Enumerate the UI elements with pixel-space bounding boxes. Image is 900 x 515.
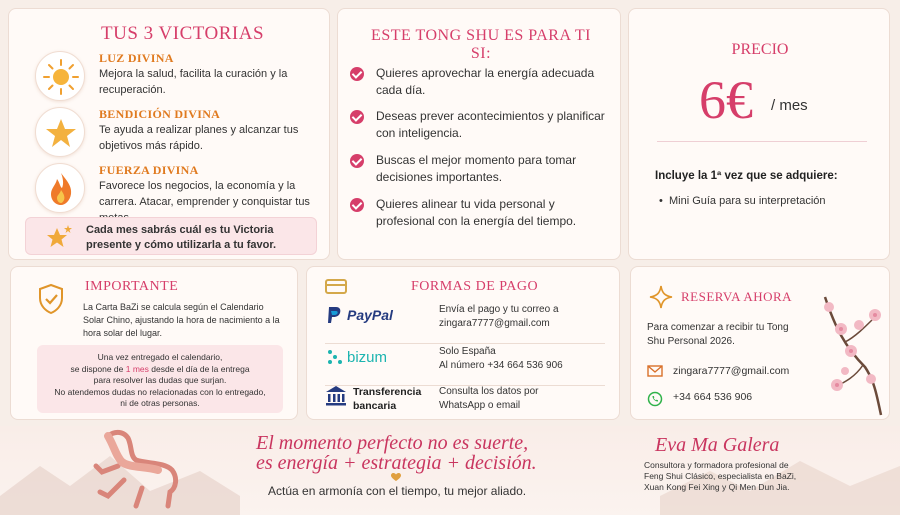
- list-item-text: Quieres aprovechar la energía adecuada cada día.: [376, 66, 595, 97]
- payment-name: bizum: [347, 349, 388, 366]
- important-box: [37, 345, 283, 413]
- important-title: IMPORTANTE: [85, 279, 179, 294]
- for-you-title: ESTE TONG SHU ES PARA TI SI:: [371, 27, 591, 62]
- divider: [657, 141, 867, 142]
- bank-icon: [325, 385, 347, 407]
- payment-desc: Solo España Al número +34 664 536 906: [439, 346, 563, 371]
- price-includes: Incluye la 1ª vez que se adquiere:: [655, 170, 838, 182]
- horse-icon: [78, 426, 188, 511]
- star-icon: [35, 107, 85, 157]
- important-text: La Carta BaZi se calcula según el Calendario Solar Chino, ajustando la hora de nacimiento a la hora solar del lugar.: [83, 302, 280, 338]
- sun-icon: [35, 51, 85, 101]
- victory-desc: Mejora la salud, facilita la curación y la recuperación.: [99, 68, 288, 96]
- quote-line: El momento perfecto no es suerte,: [256, 432, 529, 454]
- author-name: Eva Ma Galera: [655, 434, 780, 456]
- victory-title: BENDICIÓN DIVINA: [99, 107, 221, 121]
- box-line: se dispone de 1 mes desde el día de la entrega: [70, 363, 250, 374]
- payment-desc: Consulta los datos por WhatsApp o email: [439, 386, 539, 411]
- credit-card-icon: [325, 279, 347, 294]
- heart-icon: [391, 473, 401, 482]
- footer-subtitle: Actúa en armonía con el tiempo, tu mejor aliado.: [268, 484, 527, 498]
- payment-method: [325, 345, 605, 383]
- victory-note-text: Cada mes sabrás cuál es tu Victoria presente y cómo utilizarla a tu favor.: [86, 224, 277, 251]
- victory-item: [35, 107, 335, 163]
- payment-name: Transferencia bancaria: [353, 386, 422, 412]
- flame-icon: [35, 163, 85, 213]
- reserve-text: Para comenzar a recibir tu Tong Shu Personal 2026.: [647, 322, 789, 347]
- price-period: / mes: [771, 97, 808, 114]
- list-item-text: Buscas el mejor momento para tomar decisiones importantes.: [376, 153, 577, 184]
- victory-title: LUZ DIVINA: [99, 51, 174, 65]
- payment-title: FORMAS DE PAGO: [411, 279, 539, 294]
- list-item-text: Quieres alinear tu vida personal y profesional con la energía del tiempo.: [376, 197, 577, 228]
- whatsapp-icon: [647, 391, 663, 407]
- box-line: Una vez entregado el calendario,: [97, 352, 223, 362]
- check-icon: [350, 67, 364, 81]
- victory-desc: Favorece los negocios, la economía y la carrera. Atacar, emprender y conquistar tus: [99, 180, 310, 208]
- paypal-icon: [327, 306, 341, 324]
- important-card: [10, 266, 298, 420]
- shield-check-icon: [37, 283, 65, 315]
- victory-note: [25, 217, 317, 255]
- payment-card: [306, 266, 620, 420]
- payment-name: PayPal: [347, 307, 393, 323]
- payment-method: [325, 385, 605, 423]
- price-include-item: • Mini Guía para su interpretación: [659, 195, 826, 207]
- box-line: para resolver las dudas que surjan.: [93, 375, 227, 385]
- divider: [325, 343, 605, 344]
- box-line: ni de otras personas.: [120, 398, 200, 408]
- victory-desc: Te ayuda a realizar planes y alcanzar tus objetivos más rápido.: [99, 124, 299, 152]
- box-line: No atendemos dudas no relacionadas con lo entregado,: [54, 386, 266, 397]
- sparkle-icon: [649, 285, 673, 309]
- price-card: [628, 8, 890, 260]
- victory-item: [35, 51, 335, 107]
- for-you-card: [337, 8, 621, 260]
- check-icon: [350, 198, 364, 212]
- price-amount: 6€: [699, 70, 753, 130]
- footer: [0, 426, 900, 515]
- price-title: PRECIO: [731, 41, 789, 58]
- reserve-email[interactable]: zingara7777@gmail.com: [647, 365, 663, 380]
- reserve-phone[interactable]: +34 664 536 906: [647, 391, 663, 410]
- victory-item: [35, 163, 335, 219]
- payment-desc: Envía el pago y tu correo a zingara7777@gmail.com: [439, 304, 559, 329]
- check-icon: [350, 154, 364, 168]
- cherry-blossom-icon: [815, 287, 887, 417]
- reserve-title: RESERVA AHORA: [681, 289, 793, 304]
- list-item-text: Deseas prever acontecimientos y planificar con inteligencia.: [376, 109, 605, 140]
- stars-icon: [44, 222, 74, 252]
- check-icon: [350, 110, 364, 124]
- victory-title: FUERZA DIVINA: [99, 163, 199, 177]
- payment-method: [325, 303, 605, 341]
- victories-title: TUS 3 VICTORIAS: [101, 23, 265, 44]
- quote-line: es energía + estrategia + decisión.: [256, 452, 537, 474]
- victories-card: [8, 8, 330, 260]
- author-bio: Consultora y formadora profesional de Feng Shui Clásico, especialista en BaZi, Xuan Kong Fei Xing y Qi Men Dun Jia.: [644, 460, 797, 492]
- bizum-icon: [327, 349, 343, 365]
- reserve-card: [630, 266, 890, 420]
- mail-icon: [647, 365, 663, 377]
